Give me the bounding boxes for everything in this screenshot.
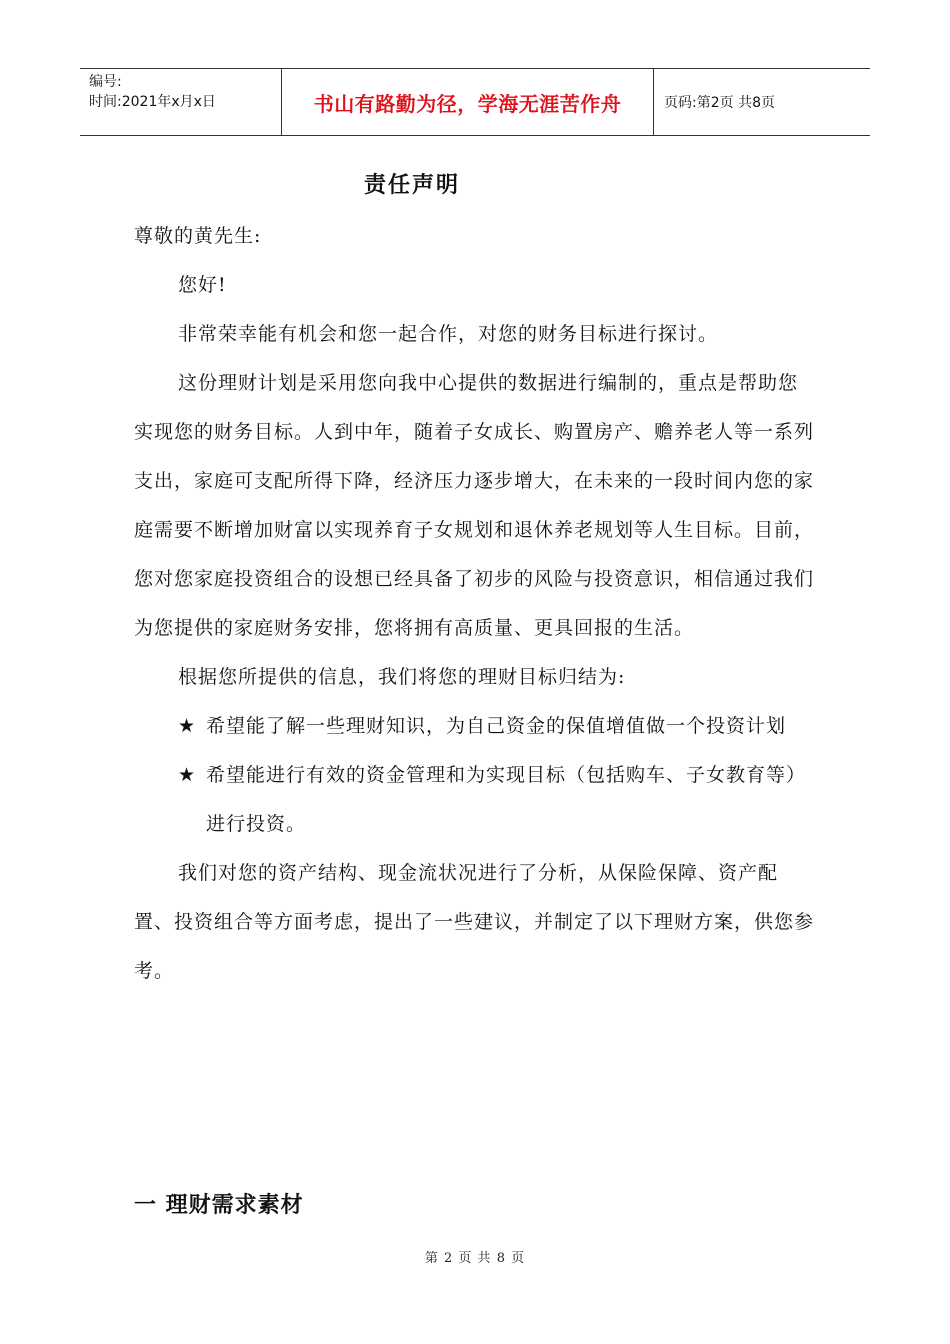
paragraph-goals: 根据您所提供的信息，我们将您的理财目标归结为: (178, 666, 626, 688)
star-icon: ★ (178, 764, 197, 786)
doc-number-label: 编号: (89, 74, 122, 90)
goal-text: 希望能了解一些理财知识，为自己资金的保值增值做一个投资计划 (206, 715, 787, 737)
header-meta (80, 69, 282, 135)
document-body (134, 212, 814, 996)
paragraph-analysis: 我们对您的资产结构、现金流状况进行了分析，从保险保障、资产配置、投资组合等方面考虑，提出了一些建议，并制定了以下理财方案，供您参考。 (134, 862, 815, 982)
goal-item (134, 702, 814, 751)
star-icon: ★ (178, 715, 197, 737)
page-footer: 第 2 页 共 8 页 (424, 1251, 526, 1266)
salutation: 尊敬的黄先生: (134, 225, 262, 247)
header-page-info: 页码:第2页 共8页 (664, 95, 775, 111)
goal-text: 希望能进行有效的资金管理和为实现目标（包括购车、子女教育等）进行投资。 (206, 764, 807, 835)
goal-item (134, 751, 814, 849)
doc-time-label: 时间:2021年x月x日 (89, 94, 216, 110)
page-header (80, 68, 870, 136)
paragraph-plan: 这份理财计划是采用您向我中心提供的数据进行编制的，重点是帮助您实现您的财务目标。人到中年，随着子女成长、购置房产、赡养老人等一系列支出，家庭可支配所得下降，经济压力逐步增大，在未来的一段时间内您的家庭需要不断增加财富以实现养育子女规划和退休养老规划等人生目标。目前，您对您家庭投资组合的设想已经具备了初步的风险与投资意识，相信通过我们为您提供的家庭财务安排，您将拥有高质量、更具回报的生活。 (134, 372, 815, 639)
greeting: 您好! (178, 274, 227, 296)
header-motto: 书山有路勤为径，学海无涯苦作舟 (282, 69, 654, 135)
document-title: 责任声明 (363, 173, 460, 198)
section-heading: 一 理财需求素材 (134, 1193, 304, 1218)
paragraph-intro: 非常荣幸能有机会和您一起合作，对您的财务目标进行探讨。 (178, 323, 719, 345)
